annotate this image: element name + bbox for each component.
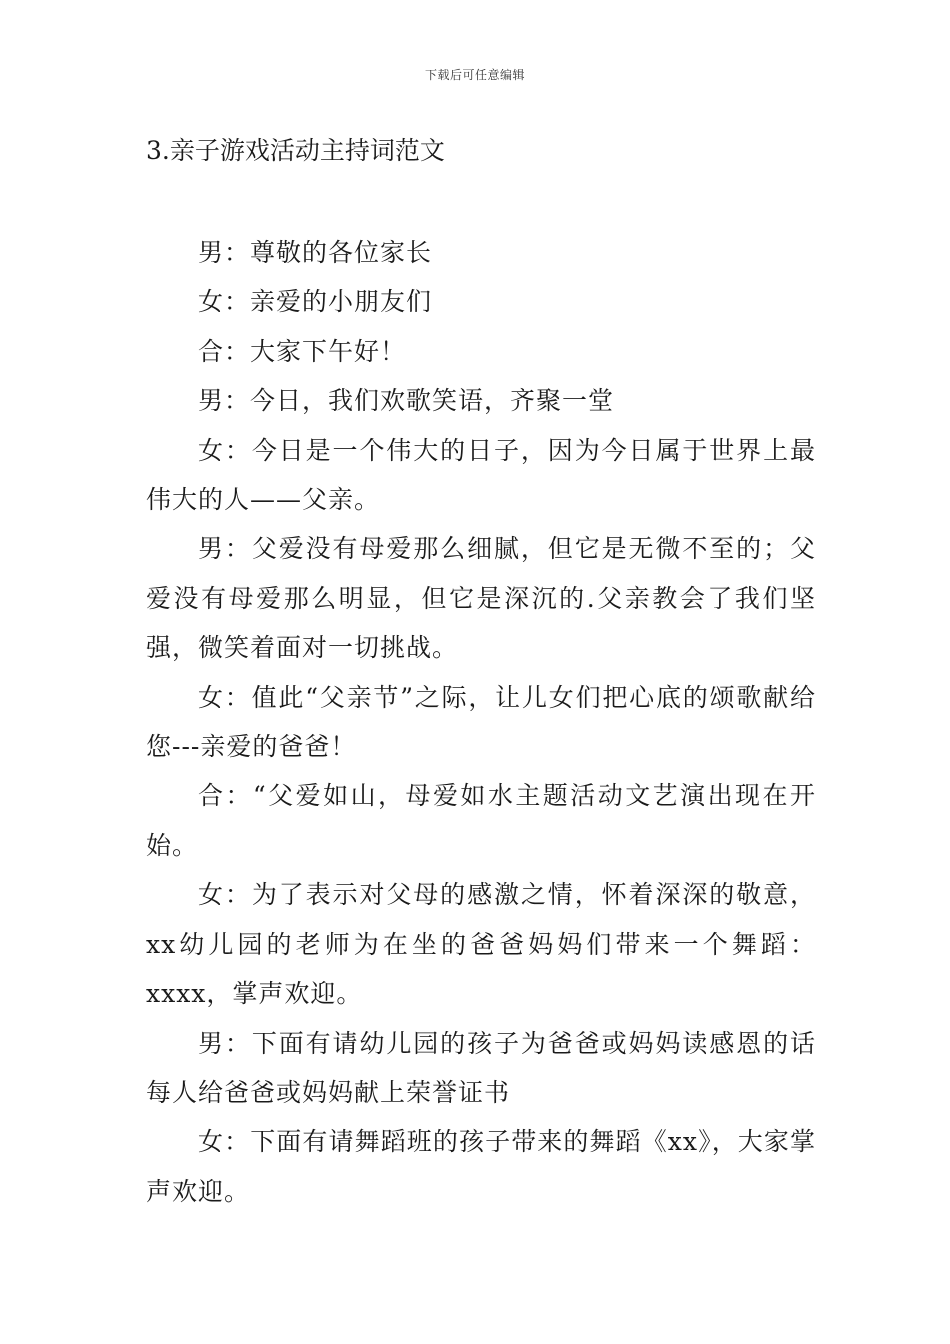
paragraph: 女：亲爱的小朋友们 — [198, 287, 433, 317]
paragraph: 男：尊敬的各位家长 — [198, 238, 433, 267]
paragraph: 合：大家下午好！ — [198, 336, 407, 366]
document-title: 3.亲子游戏活动主持词范文 — [146, 136, 445, 165]
paragraph: 男：父爱没有母爱那么细腻，但它是无微不至的；父爱没有母爱那么明显，但它是深沉的.父亲教会了我们坚强，微笑着面对一切挑战。 — [146, 534, 816, 663]
paragraph: 女：今日是一个伟大的日子，因为今日属于世界上最伟大的人——父亲。 — [146, 435, 816, 515]
paragraph: 女：为了表示对父母的感激之情，怀着深深的敬意，xx幼儿园的老师为在坐的爸爸妈妈们带来一个舞蹈：xxxx，掌声欢迎。 — [146, 880, 816, 1009]
header-note: 下载后可任意编辑 — [424, 68, 525, 82]
paragraph: 合：“父爱如山，母爱如水主题活动文艺演出现在开始。 — [146, 781, 816, 860]
paragraph: 男：今日，我们欢歌笑语，齐聚一堂 — [198, 386, 615, 416]
document-body — [146, 228, 816, 1216]
paragraph: 女：下面有请舞蹈班的孩子带来的舞蹈《xx》，大家掌声欢迎。 — [146, 1127, 816, 1206]
paragraph: 男：下面有请幼儿园的孩子为爸爸或妈妈读感恩的话每人给爸爸或妈妈献上荣誉证书 — [146, 1028, 816, 1107]
paragraph: 女：值此“父亲节”之际，让儿女们把心底的颂歌献给您---亲爱的爸爸！ — [146, 682, 816, 762]
